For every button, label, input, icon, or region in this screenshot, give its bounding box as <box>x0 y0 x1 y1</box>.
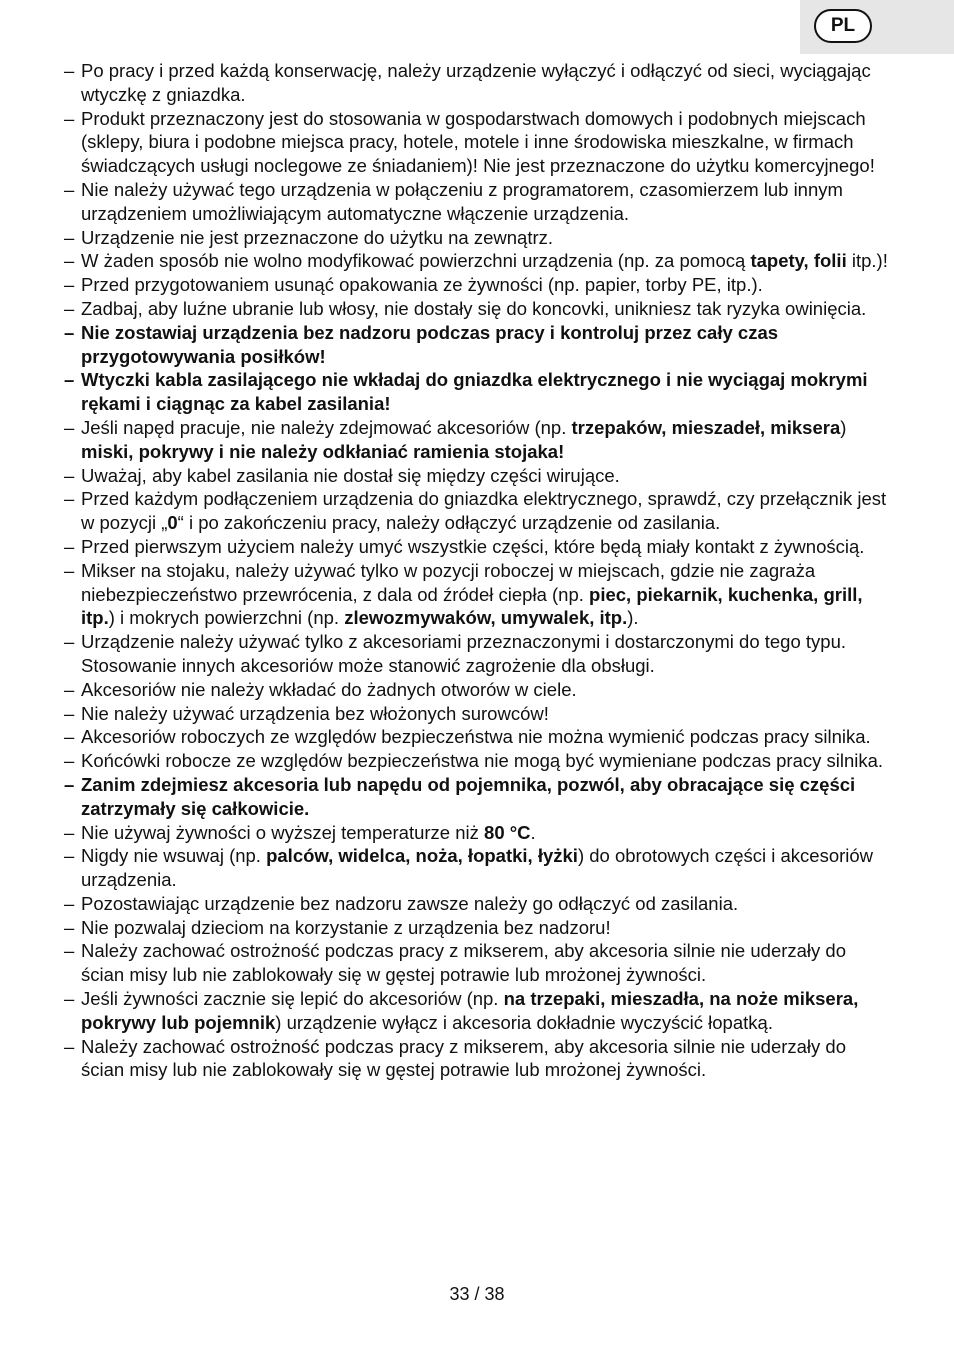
list-item <box>64 987 894 1035</box>
item-text: itp.)! <box>846 250 888 272</box>
item-text: Nie należy używać tego urządzenia w połączeniu z programatorem, czasomierzem lub innym urządzeniem umożliwiającym automatyczne włączenie urządzenia. <box>81 178 843 224</box>
list-item <box>64 773 894 821</box>
item-text: Przed każdym podłączeniem urządzenia do gniazdka elektrycznego, sprawdź, czy przełącznik jest w pozycji „ <box>81 488 887 534</box>
language-badge: PL <box>814 9 872 43</box>
item-text: Akcesoriów nie należy wkładać do żadnych otworów w ciele. <box>81 678 577 700</box>
item-text: ) urządzenie wyłącz i akcesoria dokładnie wyczyścić łopatką. <box>275 1011 773 1033</box>
emphasized-text: 80 °C <box>484 821 531 843</box>
list-item <box>64 749 894 773</box>
emphasized-text: miski, pokrywy i nie należy odkłaniać ramienia stojaka! <box>81 440 565 462</box>
item-text: Przed przygotowaniem usunąć opakowania ze żywności (np. papier, torby PE, itp.). <box>81 274 763 296</box>
item-text: Końcówki robocze ze względów bezpieczeństwa nie mogą być wymieniane podczas pracy silnika. <box>81 750 884 772</box>
item-text: Zanim zdejmiesz akcesoria lub napędu od pojemnika, pozwól, aby obracające się części zatrzymały się całkowicie. <box>81 773 856 819</box>
emphasized-text: piec, piekarnik, kuchenka, grill, itp. <box>81 583 863 629</box>
item-text: Zadbaj, aby luźne ubranie lub włosy, nie dostały się do koncovki, unikniesz tak ryzyka owinięcia. <box>81 297 867 319</box>
list-item <box>64 559 894 630</box>
item-text: Nie zostawiaj urządzenia bez nadzoru podczas pracy i kontroluj przez cały czas przygotowywania posiłków! <box>81 321 779 367</box>
list-item <box>64 297 894 321</box>
list-item <box>64 416 894 464</box>
item-text: Nie pozwalaj dzieciom na korzystanie z urządzenia bez nadzoru! <box>81 916 611 938</box>
item-text: ) i mokrych powierzchni (np. <box>108 607 345 629</box>
safety-instructions-list <box>64 59 894 1082</box>
item-text: Nie należy używać urządzenia bez włożonych surowców! <box>81 702 549 724</box>
list-item <box>64 249 894 273</box>
item-text: Jeśli żywności zacznie się lepić do akcesoriów (np. <box>81 988 504 1010</box>
list-item <box>64 464 894 488</box>
item-text: Przed pierwszym użyciem należy umyć wszystkie części, które będą miały kontakt z żywnością. <box>81 535 865 557</box>
list-item <box>64 821 894 845</box>
list-item <box>64 535 894 559</box>
item-text: Urządzenie nie jest przeznaczone do użytku na zewnątrz. <box>81 226 554 248</box>
emphasized-text: trzepaków, mieszadeł, miksera <box>571 416 841 438</box>
page-number: 33 / 38 <box>449 1284 505 1304</box>
list-item <box>64 178 894 226</box>
list-item <box>64 368 894 416</box>
list-item <box>64 107 894 178</box>
list-item <box>64 1035 894 1083</box>
item-text: Wtyczki kabla zasilającego nie wkładaj do gniazdka elektrycznego i nie wyciągaj mokrymi rękami i ciągnąc za kabel zasilania! <box>81 369 868 415</box>
emphasized-text: zlewozmywaków, umywalek, itp. <box>344 607 628 629</box>
list-item <box>64 844 894 892</box>
emphasized-text: na trzepaki, mieszadła, na noże miksera, pokrywy lub pojemnik <box>81 988 859 1033</box>
list-item <box>64 916 894 940</box>
item-text: Akcesoriów roboczych ze względów bezpieczeństwa nie można wymienić podczas pracy silnika. <box>81 726 871 748</box>
list-item <box>64 725 894 749</box>
list-item <box>64 630 894 678</box>
list-item <box>64 702 894 726</box>
item-text: Nie używaj żywności o wyższej temperaturze niż <box>81 821 485 843</box>
item-text: Mikser na stojaku, należy używać tylko w pozycji roboczej w miejscach, gdzie nie zagraża niebezpieczeństwo przewrócenia, z dala od źródeł ciepła (np. <box>81 559 816 605</box>
list-item <box>64 487 894 535</box>
item-text: ) do obrotowych części i akcesoriów urządzenia. <box>81 845 874 891</box>
item-text: Jeśli napęd pracuje, nie należy zdejmować akcesoriów (np. <box>81 416 572 438</box>
list-item <box>64 939 894 987</box>
emphasized-text: tapety, folii <box>750 250 847 272</box>
list-item <box>64 678 894 702</box>
item-text: “ i po zakończeniu pracy, należy odłączyć urządzenie od zasilania. <box>177 512 721 534</box>
list-item <box>64 321 894 369</box>
item-text: Należy zachować ostrożność podczas pracy z mikserem, aby akcesoria silnie nie uderzały do ścian misy lub nie zablokowały się w gęstej potrawie lub mrożonej żywności. <box>81 1035 847 1081</box>
item-text: Nigdy nie wsuwaj (np. <box>81 845 267 867</box>
list-item <box>64 226 894 250</box>
item-text: ). <box>627 607 639 629</box>
item-text: . <box>530 821 536 843</box>
item-text: W żaden sposób nie wolno modyfikować powierzchni urządzenia (np. za pomocą <box>81 250 751 272</box>
item-text: ) <box>840 416 847 438</box>
list-item <box>64 892 894 916</box>
language-tab <box>800 0 954 54</box>
item-text: Po pracy i przed każdą konserwację, należy urządzenie wyłączyć i odłączyć od sieci, wyciągając wtyczkę z gniazdka. <box>81 60 871 105</box>
item-text: Urządzenie należy używać tylko z akcesoriami przeznaczonymi i dostarczonymi do tego typu. Stosowanie innych akcesoriów może stanowić zagrożenie dla obsługi. <box>81 631 846 676</box>
item-text: Produkt przeznaczony jest do stosowania w gospodarstwach domowych i podobnych miejscach (sklepy, biura i podobne miejsca pracy, hotele, motele i inne środowiska mieszkalne, w firmach świadczących usługi noclegowe ze śniadaniem)! Nie jest przeznaczone do użytku komercyjnego! <box>81 107 875 177</box>
list-item <box>64 273 894 297</box>
emphasized-text: palców, widelca, noża, łopatki, łyżki <box>266 845 578 867</box>
emphasized-text: 0 <box>167 512 178 534</box>
item-text: Uważaj, aby kabel zasilania nie dostał się między części wirujące. <box>81 464 620 486</box>
item-text: Pozostawiając urządzenie bez nadzoru zawsze należy go odłączyć od zasilania. <box>81 892 739 914</box>
list-item <box>64 59 894 107</box>
item-text: Należy zachować ostrożność podczas pracy z mikserem, aby akcesoria silnie nie uderzały do ścian misy lub nie zablokowały się w gęstej potrawie lub mrożonej żywności. <box>81 940 847 986</box>
